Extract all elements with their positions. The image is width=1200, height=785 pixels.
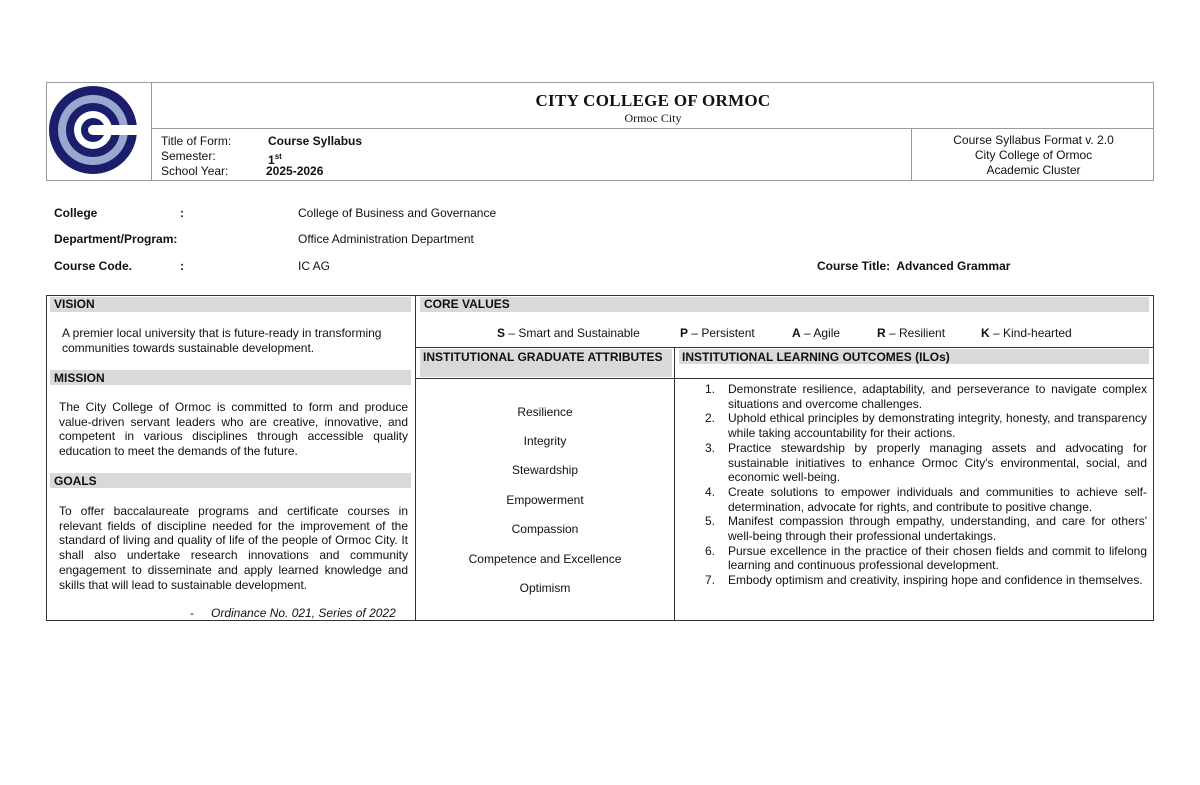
format-info-cell	[911, 129, 1154, 181]
table-bottom-border	[46, 620, 1154, 621]
department-value: Office Administration Department	[298, 232, 474, 246]
core-value-item: S – Smart and Sustainable	[497, 326, 640, 340]
mission-heading: MISSION	[54, 371, 105, 385]
core-values-bottom-border	[415, 347, 1154, 348]
list-item: 7. Embody optimism and creativity, inspiring hope and confidence in themselves.	[705, 573, 1143, 588]
college-logo-icon	[46, 82, 150, 179]
iga-item: Compassion	[511, 522, 579, 536]
table-middle-divider	[415, 295, 416, 621]
iga-item: Optimism	[519, 581, 571, 595]
format-college: City College of Ormoc	[974, 148, 1093, 162]
list-item: 1. Demonstrate resilience, adaptability, and perseverance to navigate complex situations and overcome challenges.	[705, 382, 1147, 411]
iga-item: Stewardship	[511, 463, 579, 477]
iga-heading: INSTITUTIONAL GRADUATE ATTRIBUTES	[423, 350, 663, 364]
table-top-border	[46, 295, 1154, 296]
course-code-label: Course Code.	[54, 259, 133, 273]
school-year-value: 2025-2026	[266, 164, 324, 178]
iga-heading-bottom-border	[415, 378, 1154, 379]
iga-item: Integrity	[523, 434, 567, 448]
college-colon: :	[180, 206, 184, 220]
goals-citation-dash: -	[190, 606, 194, 620]
ilo-heading: INSTITUTIONAL LEARNING OUTCOMES (ILOs)	[682, 350, 950, 364]
logo-cell	[46, 82, 152, 181]
course-title: Course Title: Advanced Grammar	[817, 259, 1011, 273]
core-value-item: P – Persistent	[680, 326, 755, 340]
school-year-label: School Year:	[161, 164, 229, 178]
title-row	[152, 82, 1154, 129]
course-code-colon: :	[180, 259, 184, 273]
iga-item: Competence and Excellence	[468, 552, 622, 566]
format-cluster: Academic Cluster	[986, 163, 1081, 177]
goals-text: To offer baccalaureate programs and certificate courses in relevant fields of discipline needed for the improvement of the standard of living and quality of life of the people of Ormoc City. It shall also undertake research innovations and community engagement to disseminate and apply learned knowledge and skills that will lead to sustainable development.	[59, 504, 408, 592]
core-values-heading: CORE VALUES	[424, 297, 510, 311]
list-item: 6. Pursue excellence in the practice of their chosen fields and commit to lifelong learning and continuous professional development.	[705, 543, 1147, 573]
goals-citation: Ordinance No. 021, Series of 2022	[211, 606, 396, 620]
semester-label: Semester:	[161, 149, 216, 163]
ilo-list	[675, 382, 1147, 588]
list-item: 3. Practice stewardship by properly managing assets and advocating for sustainable initiatives to enhance Ormoc City's environmental, social, and economic well-being.	[705, 440, 1147, 485]
college-name: CITY COLLEGE OF ORMOC	[535, 91, 771, 110]
format-version: Course Syllabus Format v. 2.0	[953, 133, 1114, 147]
table-left-border	[46, 295, 47, 621]
mission-text: The City College of Ormoc is committed to form and produce value-driven servant leaders who are creative, innovative, and competent in various disciplines through accessible quality education to meet the demands of the future.	[59, 400, 408, 459]
college-city: Ormoc City	[624, 111, 682, 125]
iga-item: Empowerment	[506, 493, 584, 507]
college-label: College	[54, 206, 98, 220]
form-title-label: Title of Form:	[161, 134, 232, 148]
core-value-item: K – Kind-hearted	[981, 326, 1072, 340]
college-value: College of Business and Governance	[298, 206, 497, 220]
goals-heading-bg	[50, 473, 411, 488]
semester-value: 1st	[268, 152, 282, 167]
form-title-value: Course Syllabus	[268, 134, 363, 148]
list-item: 5. Manifest compassion through empathy, understanding, and care for others' well-being through their professional undertakings.	[705, 514, 1147, 544]
list-item: 2. Uphold ethical principles by demonstrating integrity, honesty, and transparency while taking accountability for their actions.	[705, 411, 1147, 441]
department-label: Department/Program:	[54, 232, 178, 246]
iga-item: Resilience	[517, 405, 573, 419]
core-value-item: R – Resilient	[877, 326, 946, 340]
course-code-value: IC AG	[298, 259, 331, 273]
vision-heading-bg	[50, 297, 411, 312]
core-values-heading-bg	[420, 297, 1149, 312]
core-value-item: A – Agile	[792, 326, 841, 340]
list-item: 4. Create solutions to empower individuals and communities to achieve self-determination, advocate for rights, and contribute to positive change.	[705, 484, 1147, 514]
vision-heading: VISION	[54, 297, 95, 311]
goals-heading: GOALS	[54, 474, 97, 488]
vision-text: A premier local university that is future-ready in transforming communities towards sustainable development.	[62, 326, 382, 355]
table-right-border	[1153, 295, 1154, 621]
